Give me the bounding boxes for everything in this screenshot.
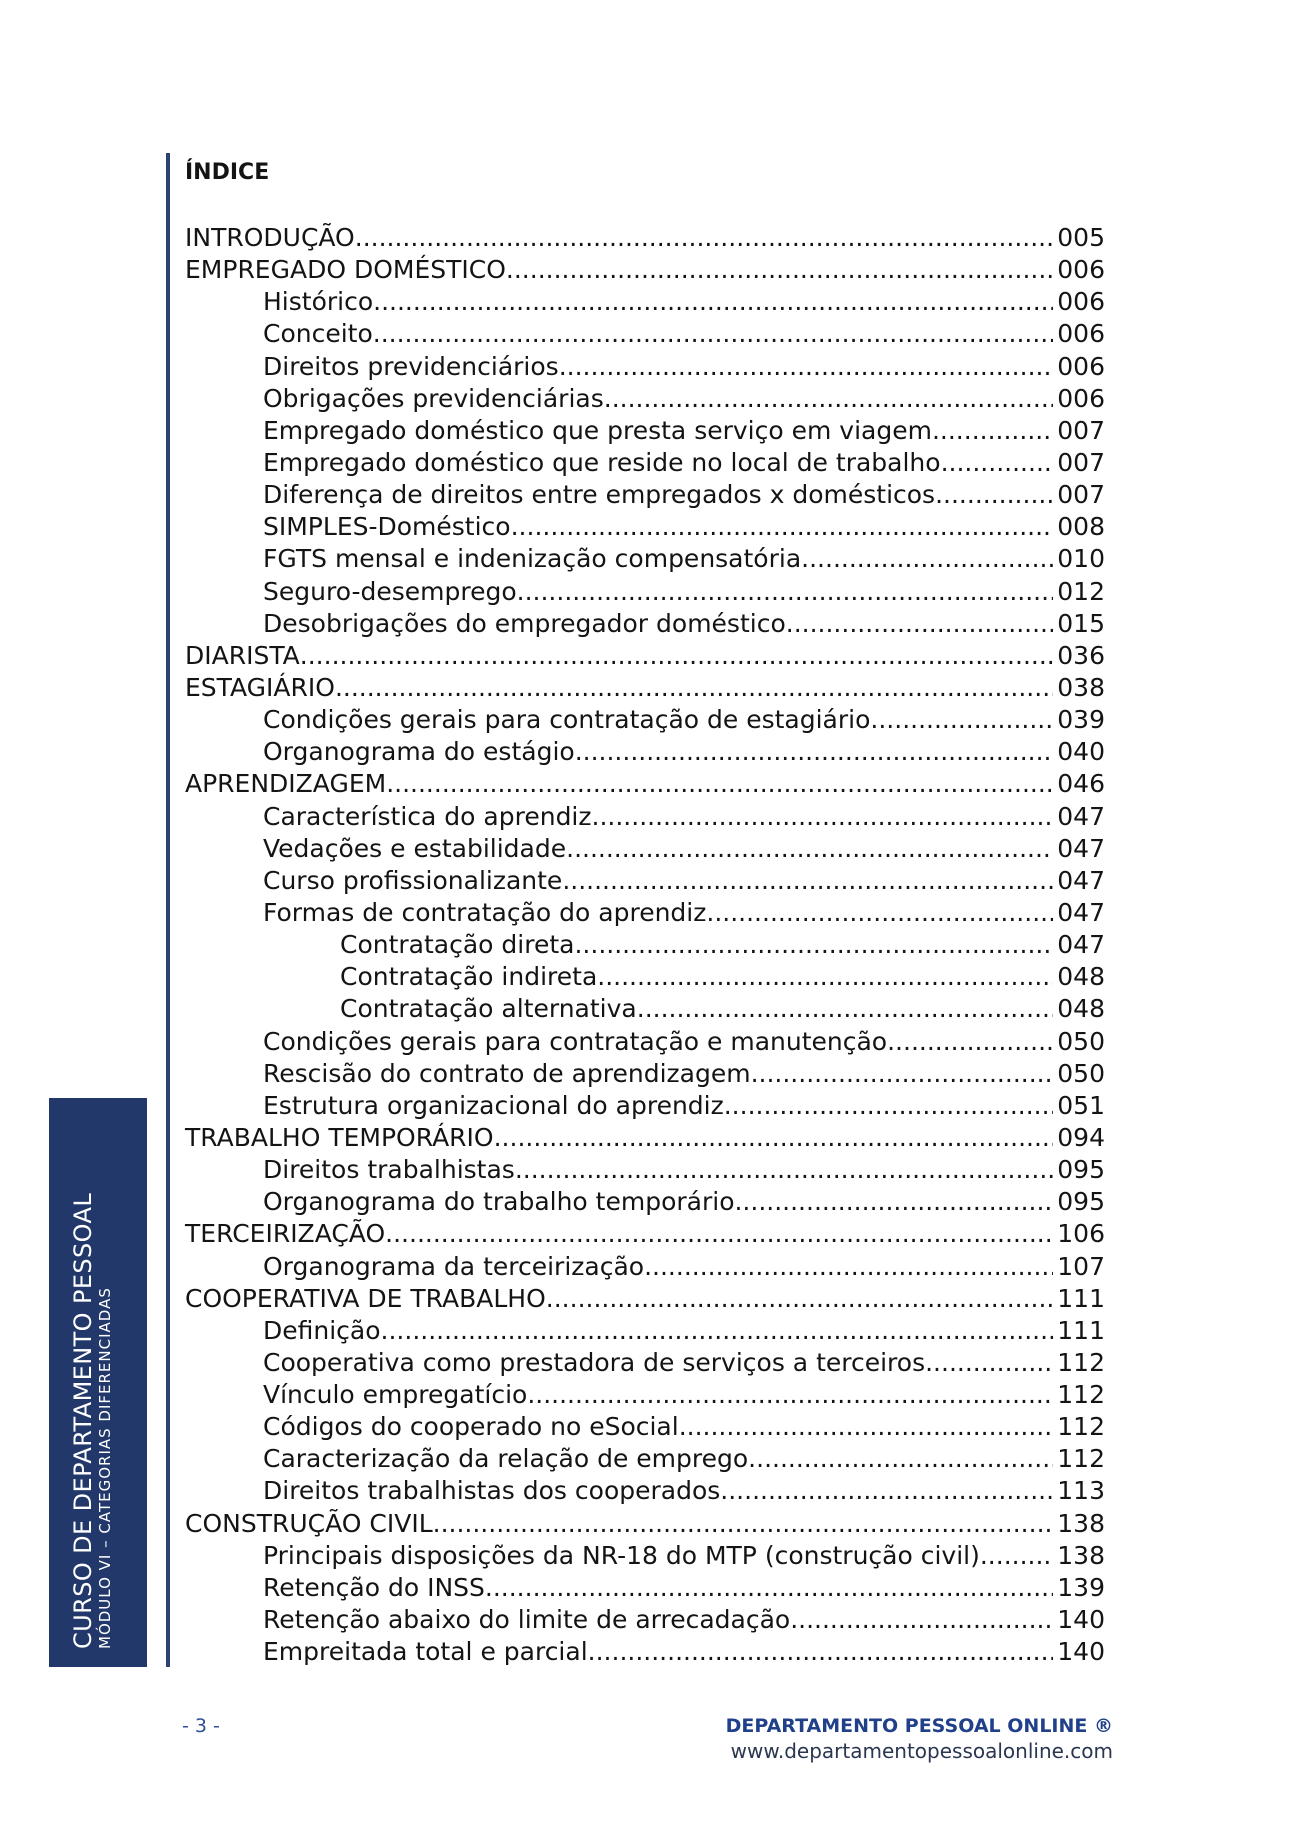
toc-entry-page-number: 112 — [1057, 1444, 1105, 1474]
dot-leader — [494, 1122, 1054, 1154]
dot-leader — [870, 704, 1053, 736]
toc-entry-page-number: 047 — [1057, 930, 1105, 960]
dot-leader — [588, 1636, 1054, 1668]
toc-entry-page-number: 111 — [1057, 1283, 1105, 1313]
toc-subsection — [185, 351, 1105, 383]
dot-leader — [734, 1186, 1053, 1218]
toc-entry-page-number: 138 — [1057, 1540, 1105, 1570]
toc-subsection — [185, 833, 1105, 865]
toc-subsection — [185, 865, 1105, 897]
toc-entry-label: Curso profissionalizante — [263, 865, 563, 895]
dot-leader — [515, 1154, 1053, 1186]
toc-entry-page-number: 047 — [1057, 865, 1105, 895]
toc-entry-page-number: 051 — [1057, 1090, 1105, 1120]
toc-subsection — [185, 479, 1105, 511]
toc-subsection — [185, 961, 1105, 993]
toc-entry-label: Vedações e estabilidade — [263, 833, 567, 863]
toc-entry-label: Desobrigações do empregador doméstico — [263, 608, 786, 638]
toc-entry-page-number: 038 — [1057, 672, 1105, 702]
toc-entry-label: Histórico — [263, 287, 374, 317]
toc-entry-page-number: 010 — [1057, 544, 1105, 574]
toc-subsection — [185, 1379, 1105, 1411]
toc-subsection — [185, 1090, 1105, 1122]
dot-leader — [574, 929, 1053, 961]
toc-entry-page-number: 006 — [1057, 319, 1105, 349]
toc-subsection — [185, 704, 1105, 736]
toc-section — [185, 640, 1105, 672]
toc-subsection — [185, 1572, 1105, 1604]
toc-entry-page-number: 007 — [1057, 415, 1105, 445]
toc-subsection — [185, 511, 1105, 543]
page-title: ÍNDICE — [185, 160, 270, 185]
left-rule — [166, 153, 170, 1667]
dot-leader — [373, 286, 1053, 318]
toc-entry-page-number: 106 — [1057, 1219, 1105, 1249]
toc-subsection — [185, 415, 1105, 447]
toc-entry-page-number: 138 — [1057, 1508, 1105, 1538]
toc-subsection — [185, 897, 1105, 929]
dot-leader — [506, 254, 1053, 286]
toc-entry-label: Direitos trabalhistas — [263, 1155, 515, 1185]
toc-entry-page-number: 006 — [1057, 255, 1105, 285]
dot-leader — [575, 736, 1054, 768]
toc-entry-page-number: 048 — [1057, 962, 1105, 992]
toc-entry-page-number: 048 — [1057, 994, 1105, 1024]
toc-entry-page-number: 140 — [1057, 1637, 1105, 1667]
dot-leader — [941, 447, 1054, 479]
toc-subsection — [185, 608, 1105, 640]
dot-leader — [355, 222, 1054, 254]
toc-entry-page-number: 036 — [1057, 640, 1105, 670]
dot-leader — [751, 1058, 1054, 1090]
toc-entry-label: Códigos do cooperado no eSocial — [263, 1412, 679, 1442]
toc-subsection — [185, 1315, 1105, 1347]
dot-leader — [790, 1604, 1053, 1636]
toc-section — [185, 768, 1105, 800]
toc-entry-label: Cooperativa como prestadora de serviços a terceiros — [263, 1347, 926, 1377]
dot-leader — [637, 993, 1054, 1025]
dot-leader — [786, 608, 1054, 640]
toc-entry-label: Conceito — [263, 319, 373, 349]
toc-entry-page-number: 039 — [1057, 705, 1105, 735]
toc-entry-label: APRENDIZAGEM — [185, 769, 387, 799]
toc-subsection — [185, 543, 1105, 575]
toc-entry-page-number: 047 — [1057, 833, 1105, 863]
dot-leader — [335, 672, 1053, 704]
toc-entry-label: TRABALHO TEMPORÁRIO — [185, 1122, 494, 1152]
toc-entry-label: Obrigações previdenciárias — [263, 383, 604, 413]
toc-subsection — [185, 736, 1105, 768]
toc-entry-page-number: 006 — [1057, 383, 1105, 413]
toc-entry-label: Seguro-desemprego — [263, 576, 517, 606]
toc-entry-page-number: 015 — [1057, 608, 1105, 638]
toc-entry-page-number: 047 — [1057, 801, 1105, 831]
toc-entry-label: Contratação alternativa — [340, 994, 637, 1024]
course-side-banner — [49, 1098, 147, 1667]
toc-section — [185, 222, 1105, 254]
toc-subsection — [185, 1604, 1105, 1636]
toc-entry-label: Rescisão do contrato de aprendizagem — [263, 1058, 751, 1088]
toc-entry-label: Organograma da terceirização — [263, 1251, 645, 1281]
dot-leader — [373, 318, 1054, 350]
toc-entry-label: Organograma do estágio — [263, 737, 575, 767]
toc-entry-page-number: 112 — [1057, 1412, 1105, 1442]
toc-section — [185, 254, 1105, 286]
toc-subsection — [185, 447, 1105, 479]
toc-section — [185, 1508, 1105, 1540]
dot-leader — [566, 833, 1053, 865]
dot-leader — [935, 479, 1053, 511]
toc-entry-label: Contratação direta — [340, 930, 575, 960]
toc-entry-page-number: 005 — [1057, 223, 1105, 252]
toc-subsection — [185, 1411, 1105, 1443]
toc-entry-label: Principais disposições da NR-18 do MTP (construção civil) — [263, 1540, 980, 1570]
toc-entry-label: Retenção do INSS — [263, 1572, 485, 1602]
toc-entry-label: Organograma do trabalho temporário — [263, 1187, 735, 1217]
toc-entry-page-number: 050 — [1057, 1058, 1105, 1088]
toc-section — [185, 672, 1105, 704]
dot-leader — [385, 1218, 1053, 1250]
toc-subsection — [185, 929, 1105, 961]
toc-entry-page-number: 047 — [1057, 897, 1105, 927]
toc-entry-label: Direitos previdenciários — [263, 351, 559, 381]
toc-entry-label: INTRODUÇÃO — [185, 223, 355, 252]
toc-section — [185, 1283, 1105, 1315]
page-number: - 3 - — [182, 1715, 220, 1737]
toc-subsection — [185, 1154, 1105, 1186]
toc-entry-page-number: 112 — [1057, 1380, 1105, 1410]
toc-entry-label: Definição — [263, 1315, 381, 1345]
footer-website: www.departamentopessoalonline.com — [730, 1739, 1113, 1763]
toc-entry-page-number: 007 — [1057, 447, 1105, 477]
dot-leader — [724, 1090, 1054, 1122]
toc-subsection — [185, 1186, 1105, 1218]
toc-subsection — [185, 1251, 1105, 1283]
toc-entry-page-number: 113 — [1057, 1476, 1105, 1506]
dot-leader — [592, 801, 1054, 833]
toc-entry-page-number: 112 — [1057, 1347, 1105, 1377]
toc-entry-label: Retenção abaixo do limite de arrecadação — [263, 1605, 791, 1635]
dot-leader — [801, 543, 1053, 575]
toc-section — [185, 1122, 1105, 1154]
toc-entry-page-number: 140 — [1057, 1605, 1105, 1635]
toc-subsection — [185, 576, 1105, 608]
toc-subsection — [185, 286, 1105, 318]
toc-list — [185, 222, 1105, 1668]
toc-entry-label: SIMPLES-Doméstico — [263, 512, 511, 542]
toc-entry-label: Direitos trabalhistas dos cooperados — [263, 1476, 721, 1506]
toc-entry-page-number: 050 — [1057, 1026, 1105, 1056]
toc-subsection — [185, 1347, 1105, 1379]
toc-subsection — [185, 1540, 1105, 1572]
toc-entry-page-number: 139 — [1057, 1572, 1105, 1602]
toc-section — [185, 1218, 1105, 1250]
toc-entry-label: Condições gerais para contratação de estagiário — [263, 705, 871, 735]
module-subtitle: MÓDULO VI – CATEGORIAS DIFERENCIADAS — [96, 1287, 114, 1649]
dot-leader — [562, 865, 1053, 897]
dot-leader — [546, 1283, 1054, 1315]
course-title: CURSO DE DEPARTAMENTO PESSOAL — [69, 1192, 97, 1649]
dot-leader — [386, 768, 1053, 800]
toc-entry-label: Característica do aprendiz — [263, 801, 592, 831]
toc-subsection — [185, 318, 1105, 350]
dot-leader — [980, 1540, 1053, 1572]
dot-leader — [597, 961, 1053, 993]
toc-entry-label: Vínculo empregatício — [263, 1380, 528, 1410]
dot-leader — [381, 1315, 1054, 1347]
toc-entry-label: EMPREGADO DOMÉSTICO — [185, 255, 506, 285]
dot-leader — [527, 1379, 1053, 1411]
toc-entry-label: ESTAGIÁRIO — [185, 672, 335, 702]
toc-entry-page-number: 107 — [1057, 1251, 1105, 1281]
toc-entry-label: Condições gerais para contratação e manutenção — [263, 1026, 888, 1056]
dot-leader — [679, 1411, 1054, 1443]
toc-entry-label: Empregado doméstico que presta serviço em viagem — [263, 415, 932, 445]
dot-leader — [511, 511, 1054, 543]
toc-entry-label: FGTS mensal e indenização compensatória — [263, 544, 802, 574]
toc-subsection — [185, 1443, 1105, 1475]
toc-entry-page-number: 006 — [1057, 351, 1105, 381]
toc-entry-label: Caracterização da relação de emprego — [263, 1444, 749, 1474]
dot-leader — [604, 383, 1054, 415]
toc-entry-page-number: 095 — [1057, 1155, 1105, 1185]
dot-leader — [748, 1443, 1053, 1475]
dot-leader — [485, 1572, 1053, 1604]
toc-entry-page-number: 095 — [1057, 1187, 1105, 1217]
toc-subsection — [185, 383, 1105, 415]
toc-entry-label: DIARISTA — [185, 640, 300, 670]
dot-leader — [300, 640, 1054, 672]
toc-entry-page-number: 094 — [1057, 1122, 1105, 1152]
toc-entry-label: Empregado doméstico que reside no local de trabalho — [263, 447, 941, 477]
dot-leader — [720, 1475, 1053, 1507]
toc-entry-page-number: 111 — [1057, 1315, 1105, 1345]
dot-leader — [559, 351, 1054, 383]
toc-subsection — [185, 1058, 1105, 1090]
toc-entry-label: Estrutura organizacional do aprendiz — [263, 1090, 724, 1120]
toc-entry-label: CONSTRUÇÃO CIVIL — [185, 1508, 433, 1538]
dot-leader — [517, 576, 1054, 608]
dot-leader — [706, 897, 1053, 929]
dot-leader — [925, 1347, 1053, 1379]
toc-entry-page-number: 040 — [1057, 737, 1105, 767]
toc-entry-label: Empreitada total e parcial — [263, 1637, 588, 1667]
toc-subsection — [185, 993, 1105, 1025]
toc-subsection — [185, 801, 1105, 833]
toc-entry-label: TERCEIRIZAÇÃO — [185, 1219, 386, 1249]
footer-brand: DEPARTAMENTO PESSOAL ONLINE ® — [725, 1715, 1113, 1737]
toc-entry-label: Formas de contratação do aprendiz — [263, 897, 707, 927]
toc-entry-page-number: 006 — [1057, 287, 1105, 317]
dot-leader — [433, 1508, 1054, 1540]
dot-leader — [644, 1251, 1053, 1283]
toc-entry-label: Contratação indireta — [340, 962, 598, 992]
toc-entry-page-number: 008 — [1057, 512, 1105, 542]
toc-entry-page-number: 046 — [1057, 769, 1105, 799]
toc-subsection — [185, 1636, 1105, 1668]
dot-leader — [887, 1026, 1053, 1058]
toc-entry-page-number: 007 — [1057, 480, 1105, 510]
dot-leader — [932, 415, 1053, 447]
toc-entry-label: Diferença de direitos entre empregados x domésticos — [263, 480, 936, 510]
toc-subsection — [185, 1026, 1105, 1058]
toc-entry-label: COOPERATIVA DE TRABALHO — [185, 1283, 546, 1313]
toc-entry-page-number: 012 — [1057, 576, 1105, 606]
toc-subsection — [185, 1475, 1105, 1507]
